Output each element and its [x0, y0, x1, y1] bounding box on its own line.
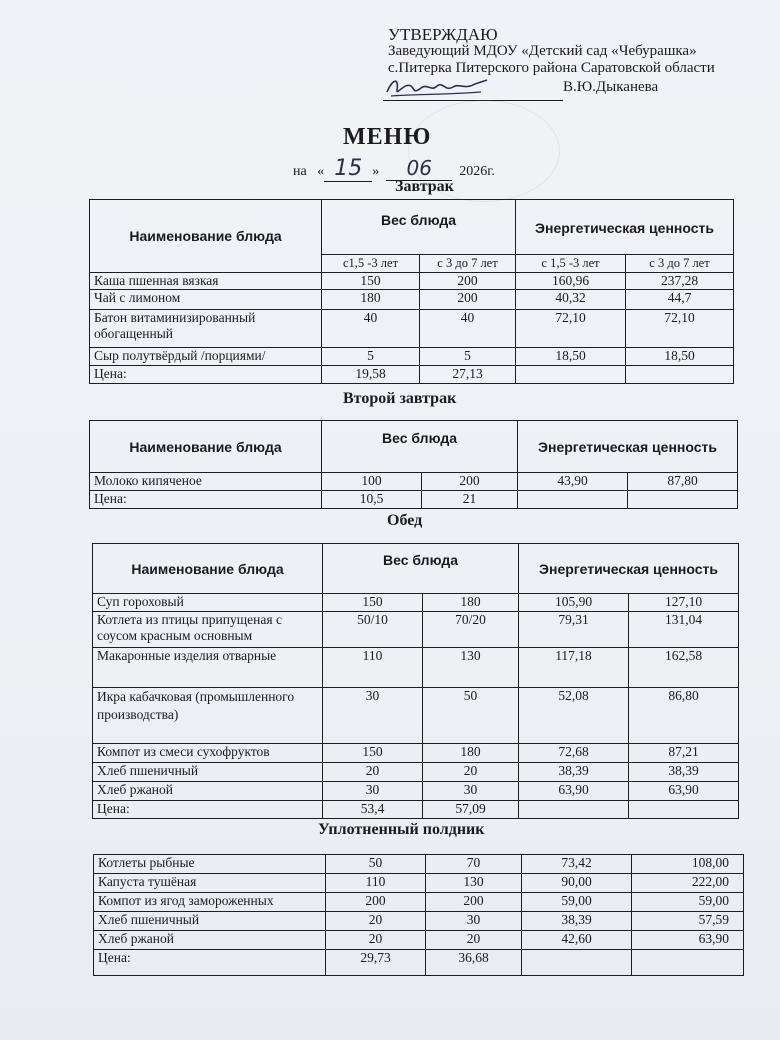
price-1: 10,5: [322, 491, 422, 509]
energy-2: 162,58: [629, 648, 739, 688]
price-row: [94, 950, 744, 976]
price-row: [93, 801, 739, 819]
weight-1: 50/10: [323, 612, 423, 648]
energy-2: 222,00: [632, 874, 744, 893]
dish-name: Хлеб пшеничный: [94, 912, 326, 931]
energy-2: 127,10: [629, 594, 739, 612]
header-age-energy-2: с 3 до 7 лет: [626, 255, 734, 273]
date-year: 2026г.: [459, 164, 495, 179]
dish-name: Компот из смеси сухофруктов: [93, 744, 323, 763]
section-title-second-breakfast: Второй завтрак: [343, 390, 457, 407]
energy-2: 44,7: [626, 290, 734, 310]
dish-name: Макаронные изделия отварные: [93, 648, 323, 688]
dish-name: Батон витаминизированный обогащенный: [90, 310, 322, 348]
price-label: Цена:: [93, 801, 323, 819]
weight-2: 70: [426, 855, 522, 874]
second-breakfast-table: [89, 420, 738, 509]
table-row: [93, 594, 739, 612]
header-age-weight-2: с 3 до 7 лет: [420, 255, 516, 273]
energy-2: 38,39: [629, 763, 739, 782]
header-energy: Энергетическая ценность: [519, 544, 739, 594]
energy-2: 86,80: [629, 688, 739, 744]
energy-1: 105,90: [519, 594, 629, 612]
weight-2: 200: [422, 473, 518, 491]
weight-1: 20: [326, 931, 426, 950]
weight-1: 110: [326, 874, 426, 893]
table-row: [90, 348, 734, 366]
table-row: [90, 473, 738, 491]
weight-2: 200: [420, 273, 516, 290]
weight-1: 40: [322, 310, 420, 348]
date-close-quote: »: [372, 164, 380, 179]
date-open-quote: «: [317, 164, 325, 179]
weight-1: 5: [322, 348, 420, 366]
energy-1: 38,39: [519, 763, 629, 782]
energy-2: 108,00: [632, 855, 744, 874]
weight-1: 110: [323, 648, 423, 688]
breakfast-table: [89, 199, 734, 384]
weight-1: 100: [322, 473, 422, 491]
weight-2: 70/20: [423, 612, 519, 648]
energy-2: 18,50: [626, 348, 734, 366]
energy-1: 43,90: [518, 473, 628, 491]
header-weight: Вес блюда: [322, 200, 516, 255]
weight-2: 5: [420, 348, 516, 366]
header-weight: Вес блюда: [323, 544, 519, 594]
table-row: [94, 931, 744, 950]
energy-2: 87,80: [628, 473, 738, 491]
energy-1: 59,00: [522, 893, 632, 912]
signature-line: [383, 78, 563, 101]
header-dish: Наименование блюда: [93, 544, 323, 594]
energy-1: 160,96: [516, 273, 626, 290]
energy-1: 42,60: [522, 931, 632, 950]
weight-2: 200: [420, 290, 516, 310]
weight-2: 50: [423, 688, 519, 744]
price-2: 57,09: [423, 801, 519, 819]
table-row: [93, 782, 739, 801]
weight-1: 150: [323, 744, 423, 763]
table-row: [93, 763, 739, 782]
energy-1: 117,18: [519, 648, 629, 688]
energy-2: 87,21: [629, 744, 739, 763]
approval-name: В.Ю.Дыканева: [563, 79, 659, 95]
section-title-lunch: Обед: [387, 512, 423, 529]
signature-mark: [383, 74, 493, 100]
date-prefix: на: [293, 164, 307, 179]
approval-heading: УТВЕРЖДАЮ: [388, 25, 498, 44]
date-day: 15: [324, 156, 372, 182]
menu-date: [293, 156, 495, 182]
energy-2: 59,00: [632, 893, 744, 912]
table-row: [93, 612, 739, 648]
weight-1: 150: [322, 273, 420, 290]
header-dish: Наименование блюда: [90, 200, 322, 273]
weight-1: 20: [323, 763, 423, 782]
header-energy: Энергетическая ценность: [516, 200, 734, 255]
table-row: [90, 310, 734, 348]
table-row: [90, 290, 734, 310]
table-row: [93, 744, 739, 763]
price-row: [90, 366, 734, 384]
price-2: 36,68: [426, 950, 522, 976]
energy-2: 237,28: [626, 273, 734, 290]
weight-2: 130: [423, 648, 519, 688]
table-row: [93, 648, 739, 688]
weight-1: 30: [323, 782, 423, 801]
weight-2: 20: [423, 763, 519, 782]
weight-2: 30: [426, 912, 522, 931]
weight-2: 40: [420, 310, 516, 348]
dish-name: Хлеб ржаной: [93, 782, 323, 801]
dish-name: Суп гороховый: [93, 594, 323, 612]
price-label: Цена:: [94, 950, 326, 976]
energy-1: 79,31: [519, 612, 629, 648]
price-2: 27,13: [420, 366, 516, 384]
energy-2: 57,59: [632, 912, 744, 931]
snack-table: [93, 854, 744, 976]
weight-2: 30: [423, 782, 519, 801]
price-2: 21: [422, 491, 518, 509]
weight-1: 180: [322, 290, 420, 310]
energy-1: 52,08: [519, 688, 629, 744]
table-row: [90, 273, 734, 290]
dish-name: Молоко кипяченое: [90, 473, 322, 491]
price-label: Цена:: [90, 491, 322, 509]
header-energy: Энергетическая ценность: [518, 421, 738, 473]
table-row: [94, 855, 744, 874]
price-1: 19,58: [322, 366, 420, 384]
table-row: [94, 912, 744, 931]
dish-name: Котлета из птицы припущеная с соусом красным основным: [93, 612, 323, 648]
weight-2: 20: [426, 931, 522, 950]
header-age-energy-1: с 1,5 -3 лет: [516, 255, 626, 273]
energy-1: 72,68: [519, 744, 629, 763]
dish-name: Хлеб ржаной: [94, 931, 326, 950]
section-title-snack: Уплотненный полдник: [318, 821, 485, 838]
table-row: [94, 893, 744, 912]
energy-1: 73,42: [522, 855, 632, 874]
dish-name: Капуста тушёная: [94, 874, 326, 893]
price-1: 53,4: [323, 801, 423, 819]
energy-2: 72,10: [626, 310, 734, 348]
energy-1: 40,32: [516, 290, 626, 310]
lunch-table: [92, 543, 739, 819]
dish-name: Чай с лимоном: [90, 290, 322, 310]
dish-name: Хлеб пшеничный: [93, 763, 323, 782]
weight-2: 180: [423, 594, 519, 612]
weight-1: 30: [323, 688, 423, 744]
weight-1: 20: [326, 912, 426, 931]
energy-1: 18,50: [516, 348, 626, 366]
price-label: Цена:: [90, 366, 322, 384]
approval-location: с.Питерка Питерского района Саратовской области: [388, 60, 715, 76]
table-row: [93, 688, 739, 744]
energy-1: 90,00: [522, 874, 632, 893]
weight-1: 150: [323, 594, 423, 612]
energy-2: 63,90: [632, 931, 744, 950]
weight-1: 200: [326, 893, 426, 912]
price-1: 29,73: [326, 950, 426, 976]
date-month: 06: [386, 156, 452, 181]
weight-1: 50: [326, 855, 426, 874]
table-row: [94, 874, 744, 893]
dish-name: Икра кабачковая (промышленного производства): [93, 688, 323, 744]
dish-name: Сыр полутвёрдый /порциями/: [90, 348, 322, 366]
section-title-breakfast: Завтрак: [395, 178, 454, 195]
weight-2: 130: [426, 874, 522, 893]
weight-2: 180: [423, 744, 519, 763]
energy-1: 72,10: [516, 310, 626, 348]
energy-2: 63,90: [629, 782, 739, 801]
price-row: [90, 491, 738, 509]
header-weight: Вес блюда: [322, 421, 518, 473]
energy-1: 38,39: [522, 912, 632, 931]
weight-2: 200: [426, 893, 522, 912]
page-title: МЕНЮ: [343, 124, 432, 150]
dish-name: Компот из ягод замороженных: [94, 893, 326, 912]
energy-2: 131,04: [629, 612, 739, 648]
header-age-weight-1: с1,5 -3 лет: [322, 255, 420, 273]
dish-name: Котлеты рыбные: [94, 855, 326, 874]
approval-position: Заведующий МДОУ «Детский сад «Чебурашка»: [388, 43, 697, 59]
dish-name: Каша пшенная вязкая: [90, 273, 322, 290]
energy-1: 63,90: [519, 782, 629, 801]
header-dish: Наименование блюда: [90, 421, 322, 473]
